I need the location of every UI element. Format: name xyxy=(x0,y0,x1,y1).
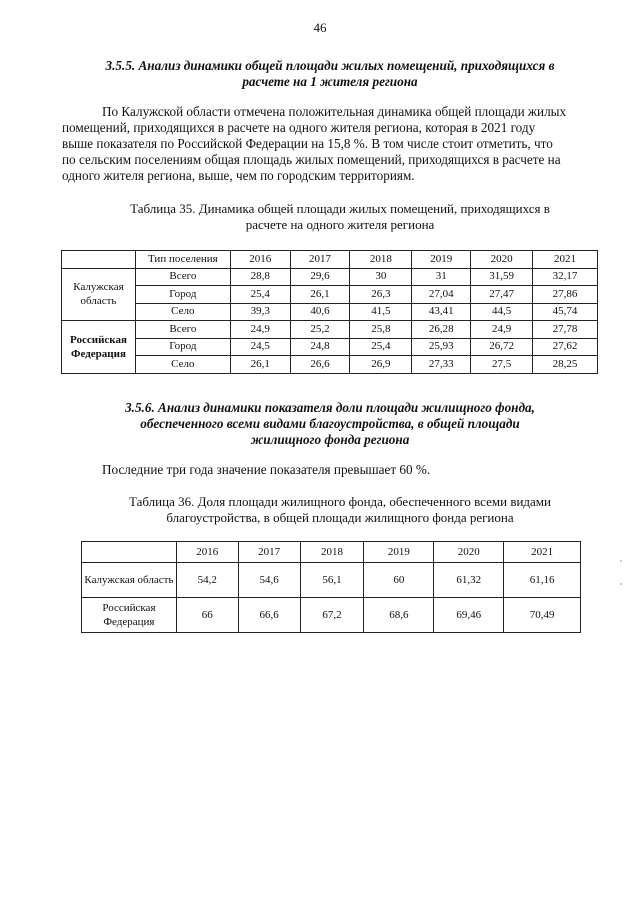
value-cell: 26,3 xyxy=(350,286,412,304)
value-cell: 68,6 xyxy=(364,598,434,633)
heading-line: 3.5.5. Анализ динамики общей площади жилых помещений, приходящихся в xyxy=(105,58,555,73)
header-cell: 2020 xyxy=(434,542,504,563)
paragraph-line: по сельским поселениям общая площадь жилых помещений, приходящихся в расчете на xyxy=(62,152,561,167)
paragraph-line: помещений, приходящихся в расчете на одного жителя региона, которая в 2021 году xyxy=(62,120,536,135)
header-cell: 2018 xyxy=(350,251,412,269)
table-row xyxy=(82,563,581,598)
value-cell: 25,4 xyxy=(350,338,412,356)
header-cell: 2016 xyxy=(230,251,290,269)
value-cell: 30 xyxy=(350,268,412,286)
value-cell: 26,72 xyxy=(471,338,533,356)
value-cell: 66,6 xyxy=(238,598,300,633)
value-cell: 61,32 xyxy=(434,563,504,598)
caption-line: Таблица 35. Динамика общей площади жилых помещений, приходящихся в xyxy=(130,201,550,216)
paragraph-line: По Калужской области отмечена положительная динамика общей площади жилых xyxy=(102,104,567,119)
header-cell: 2021 xyxy=(504,542,581,563)
value-cell: 44,5 xyxy=(471,303,533,321)
value-cell: 27,33 xyxy=(412,356,471,374)
value-cell: 27,47 xyxy=(471,286,533,304)
region-cell: Калужская область xyxy=(82,563,177,598)
header-cell: 2016 xyxy=(176,542,238,563)
margin-speck xyxy=(620,583,622,585)
value-cell: 54,2 xyxy=(176,563,238,598)
value-cell: 26,1 xyxy=(290,286,350,304)
value-cell: 45,74 xyxy=(533,303,598,321)
table-header-row xyxy=(62,251,598,269)
value-cell: 27,04 xyxy=(412,286,471,304)
value-cell: 60 xyxy=(364,563,434,598)
table-row xyxy=(62,321,598,339)
value-cell: 25,4 xyxy=(230,286,290,304)
value-cell: 26,9 xyxy=(350,356,412,374)
value-cell: 32,17 xyxy=(533,268,598,286)
section-paragraph-3-5-6: Последние три года значение показателя превышает 60 %. xyxy=(102,462,431,477)
table-36-caption xyxy=(90,494,590,526)
header-cell xyxy=(82,542,177,563)
heading-line: жилищного фонда региона xyxy=(250,432,410,447)
value-cell: 70,49 xyxy=(504,598,581,633)
value-cell: 39,3 xyxy=(230,303,290,321)
table-36 xyxy=(81,541,581,633)
value-cell: 27,86 xyxy=(533,286,598,304)
value-cell: 69,46 xyxy=(434,598,504,633)
value-cell: 61,16 xyxy=(504,563,581,598)
section-heading-3-5-5 xyxy=(60,58,600,90)
type-cell: Город xyxy=(135,338,230,356)
value-cell: 54,6 xyxy=(238,563,300,598)
header-cell: 2017 xyxy=(238,542,300,563)
table-row xyxy=(62,268,598,286)
value-cell: 28,8 xyxy=(230,268,290,286)
value-cell: 27,5 xyxy=(471,356,533,374)
table-row xyxy=(62,303,598,321)
heading-line: 3.5.6. Анализ динамики показателя доли площади жилищного фонда, xyxy=(125,400,535,415)
value-cell: 27,62 xyxy=(533,338,598,356)
value-cell: 31,59 xyxy=(471,268,533,286)
value-cell: 28,25 xyxy=(533,356,598,374)
value-cell: 29,6 xyxy=(290,268,350,286)
value-cell: 25,8 xyxy=(350,321,412,339)
value-cell: 25,93 xyxy=(412,338,471,356)
heading-line: расчете на 1 жителя региона xyxy=(242,74,418,89)
header-cell: Тип поселения xyxy=(135,251,230,269)
table-35-caption xyxy=(90,201,590,233)
caption-line: расчете на одного жителя региона xyxy=(245,217,435,232)
value-cell: 31 xyxy=(412,268,471,286)
value-cell: 24,9 xyxy=(230,321,290,339)
value-cell: 67,2 xyxy=(300,598,364,633)
margin-speck xyxy=(620,560,622,562)
heading-line: обеспеченного всеми видами благоустройства, в общей площади xyxy=(140,416,520,431)
table-header-row xyxy=(82,542,581,563)
page-number: 46 xyxy=(313,20,327,35)
value-cell: 24,8 xyxy=(290,338,350,356)
value-cell: 40,6 xyxy=(290,303,350,321)
type-cell: Всего xyxy=(135,268,230,286)
value-cell: 26,1 xyxy=(230,356,290,374)
table-row xyxy=(62,286,598,304)
type-cell: Село xyxy=(135,303,230,321)
table-row xyxy=(82,598,581,633)
value-cell: 66 xyxy=(176,598,238,633)
table-row xyxy=(62,356,598,374)
header-cell: 2019 xyxy=(364,542,434,563)
type-cell: Всего xyxy=(135,321,230,339)
region-cell: Российская Федерация xyxy=(82,598,177,633)
value-cell: 26,6 xyxy=(290,356,350,374)
header-cell: 2021 xyxy=(533,251,598,269)
paragraph-line: одного жителя региона, выше, чем по городским территориям. xyxy=(62,168,415,183)
value-cell: 25,2 xyxy=(290,321,350,339)
table-row xyxy=(62,338,598,356)
header-cell xyxy=(62,251,136,269)
value-cell: 26,28 xyxy=(412,321,471,339)
header-cell: 2018 xyxy=(300,542,364,563)
value-cell: 56,1 xyxy=(300,563,364,598)
header-cell: 2020 xyxy=(471,251,533,269)
value-cell: 27,78 xyxy=(533,321,598,339)
header-cell: 2017 xyxy=(290,251,350,269)
value-cell: 41,5 xyxy=(350,303,412,321)
type-cell: Город xyxy=(135,286,230,304)
value-cell: 43,41 xyxy=(412,303,471,321)
region-cell: Калужская область xyxy=(62,268,136,321)
caption-line: благоустройства, в общей площади жилищного фонда региона xyxy=(166,510,514,525)
header-cell: 2019 xyxy=(412,251,471,269)
value-cell: 24,5 xyxy=(230,338,290,356)
type-cell: Село xyxy=(135,356,230,374)
section-heading-3-5-6 xyxy=(80,400,580,448)
region-cell: Российская Федерация xyxy=(62,321,136,374)
value-cell: 24,9 xyxy=(471,321,533,339)
section-paragraph-3-5-5 xyxy=(62,104,596,184)
table-35 xyxy=(61,250,598,374)
paragraph-line: выше показателя по Российской Федерации на 15,8 %. В том числе стоит отметить, что xyxy=(62,136,553,151)
caption-line: Таблица 36. Доля площади жилищного фонда, обеспеченного всеми видами xyxy=(129,494,551,509)
